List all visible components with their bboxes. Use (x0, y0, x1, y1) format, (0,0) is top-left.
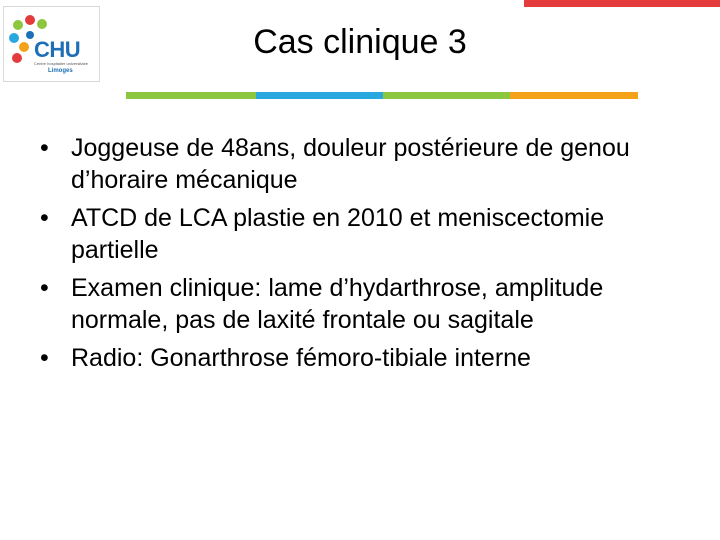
logo-wordmark: CHU (34, 37, 81, 62)
underline-segment-blue (256, 92, 383, 99)
logo-subtitle: Centre hospitalier universitaire (34, 61, 89, 66)
underline-segment-green (126, 92, 256, 99)
logo-city: Limoges (48, 68, 73, 74)
bullet-item: • Radio: Gonarthrose fémoro-tibiale interne (40, 343, 680, 375)
underline-segment-orange (510, 92, 638, 99)
bullet-item: • ATCD de LCA plastie en 2010 et meniscectomie partielle (40, 203, 680, 266)
title-underline (126, 92, 638, 99)
bullet-list (40, 133, 680, 382)
slide-title: Cas clinique 3 (253, 23, 467, 61)
chu-logo (3, 6, 100, 82)
bullet-item: • Examen clinique: lame d’hydarthrose, amplitude normale, pas de laxité frontale ou sagitale (40, 273, 680, 336)
underline-segment-green-2 (383, 92, 510, 99)
top-accent-bar (524, 0, 720, 7)
bullet-item: • Joggeuse de 48ans, douleur postérieure de genou d’horaire mécanique (40, 133, 680, 196)
